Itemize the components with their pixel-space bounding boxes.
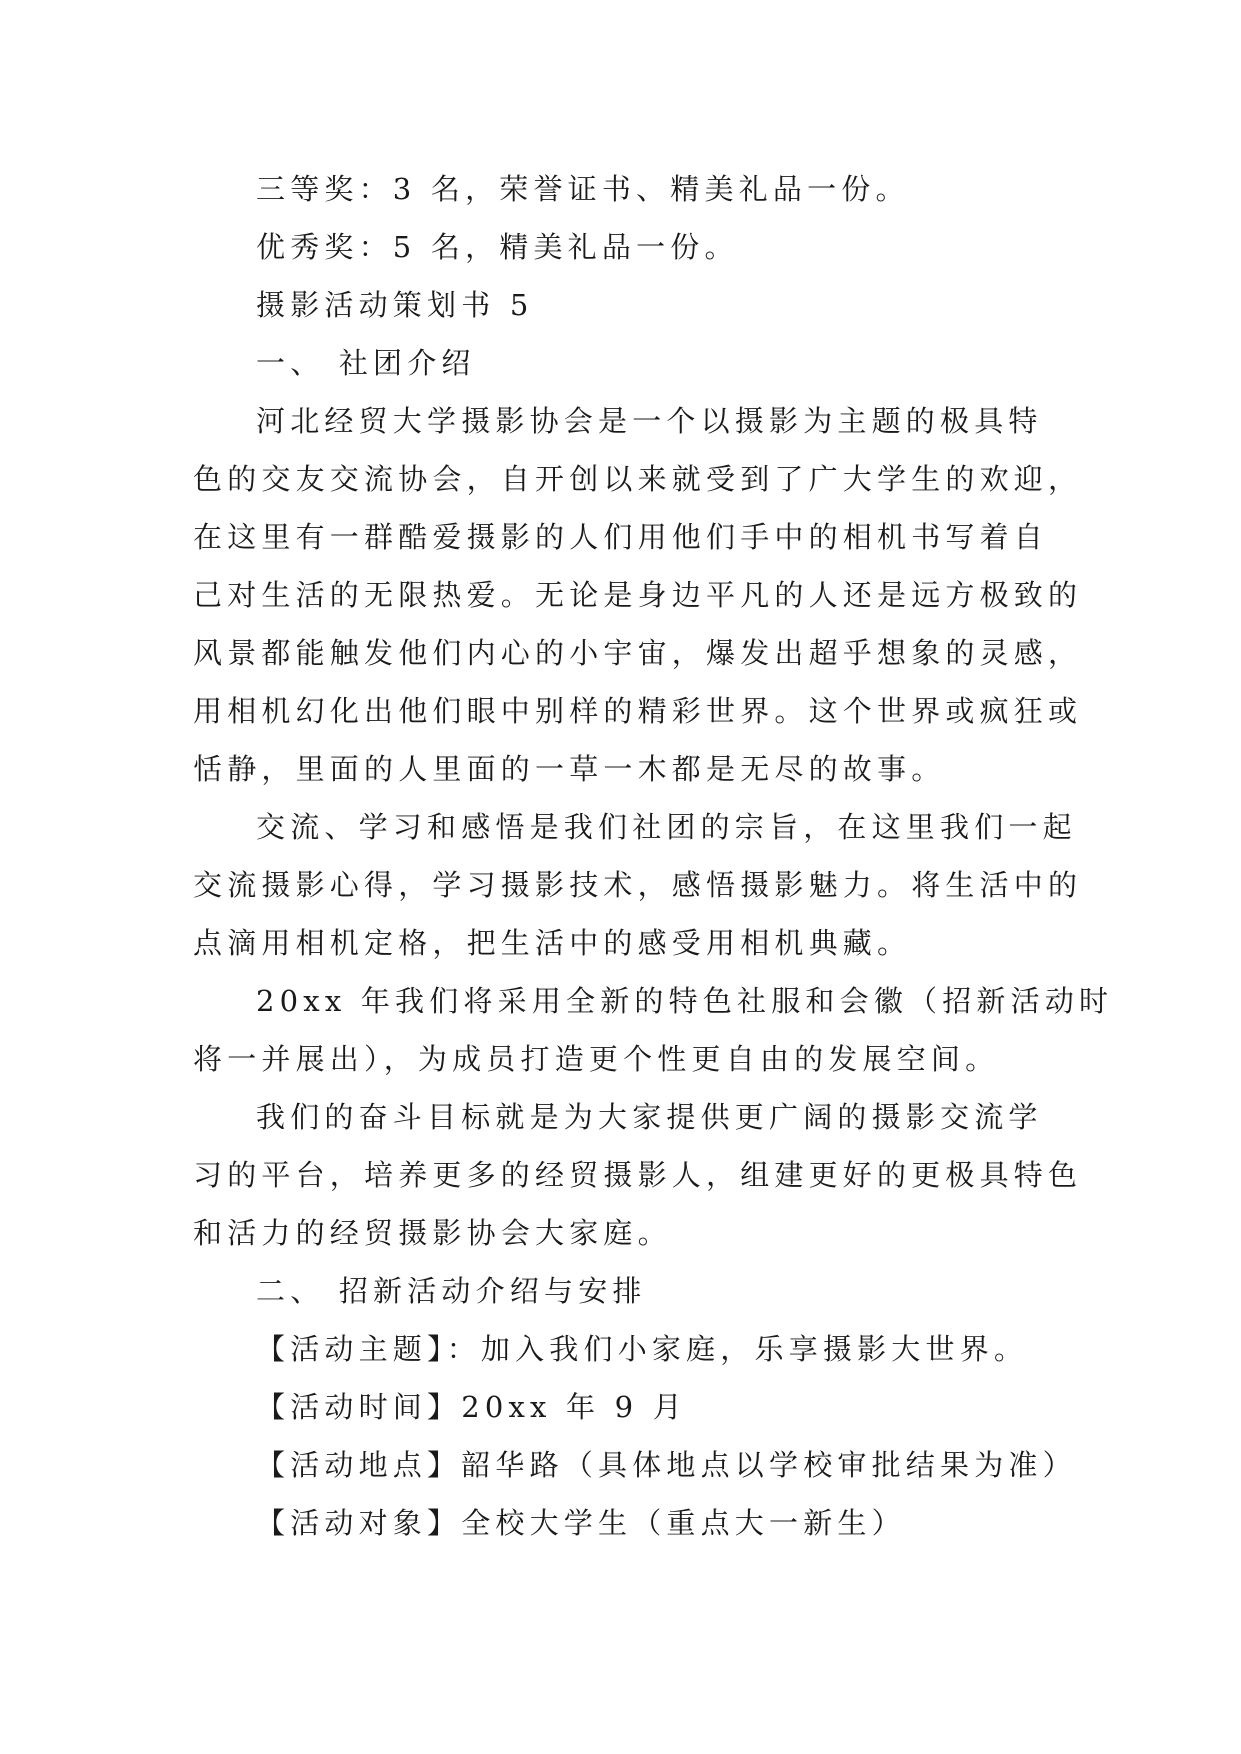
activity-audience: 【活动对象】全校大学生（重点大一新生）: [256, 1506, 906, 1540]
intro-paragraph-line: 用相机幻化出他们眼中别样的精彩世界。这个世界或疯狂或: [193, 694, 1083, 728]
document-body: [193, 160, 1114, 1552]
excellence-prize-line: 优秀奖：5 名，精美礼品一份。: [256, 230, 739, 264]
activity-theme: 【活动主题】：加入我们小家庭，乐享摄影大世界。: [256, 1332, 1029, 1366]
heading-recruitment: 二、 招新活动介绍与安排: [256, 1274, 647, 1308]
goal-paragraph-line: 习的平台，培养更多的经贸摄影人，组建更好的更极具特色: [193, 1158, 1083, 1192]
activity-time: 【活动时间】20xx 年 9 月: [256, 1390, 687, 1424]
intro-paragraph-line: 恬静，里面的人里面的一草一木都是无尽的故事。: [193, 752, 946, 786]
goal-paragraph-line: 我们的奋斗目标就是为大家提供更广阔的摄影交流学: [256, 1100, 1043, 1134]
section-title: 摄影活动策划书 5: [256, 288, 534, 322]
intro-paragraph-line: 河北经贸大学摄影协会是一个以摄影为主题的极具特: [256, 404, 1043, 438]
purpose-paragraph-line: 点滴用相机定格，把生活中的感受用相机典藏。: [193, 926, 912, 960]
intro-paragraph-line: 风景都能触发他们内心的小宇宙，爆发出超乎想象的灵感，: [193, 636, 1083, 670]
activity-place: 【活动地点】韶华路（具体地点以学校审批结果为准）: [256, 1448, 1077, 1482]
intro-paragraph-line: 色的交友交流协会，自开创以来就受到了广大学生的欢迎，: [193, 462, 1083, 496]
intro-paragraph-line: 在这里有一群酷爱摄影的人们用他们手中的相机书写着自: [193, 520, 1049, 554]
third-prize-line: 三等奖：3 名，荣誉证书、精美礼品一份。: [256, 172, 910, 206]
heading-club-intro: 一、 社团介绍: [256, 346, 476, 380]
purpose-paragraph-line: 交流、学习和感悟是我们社团的宗旨，在这里我们一起: [256, 810, 1077, 844]
uniform-paragraph-line: 20xx 年我们将采用全新的特色社服和会徽（招新活动时: [256, 984, 1114, 1018]
purpose-paragraph-line: 交流摄影心得，学习摄影技术，感悟摄影魅力。将生活中的: [193, 868, 1083, 902]
uniform-paragraph-line: 将一并展出），为成员打造更个性更自由的发展空间。: [193, 1042, 1000, 1076]
goal-paragraph-line: 和活力的经贸摄影协会大家庭。: [193, 1216, 672, 1250]
intro-paragraph-line: 己对生活的无限热爱。无论是身边平凡的人还是远方极致的: [193, 578, 1083, 612]
